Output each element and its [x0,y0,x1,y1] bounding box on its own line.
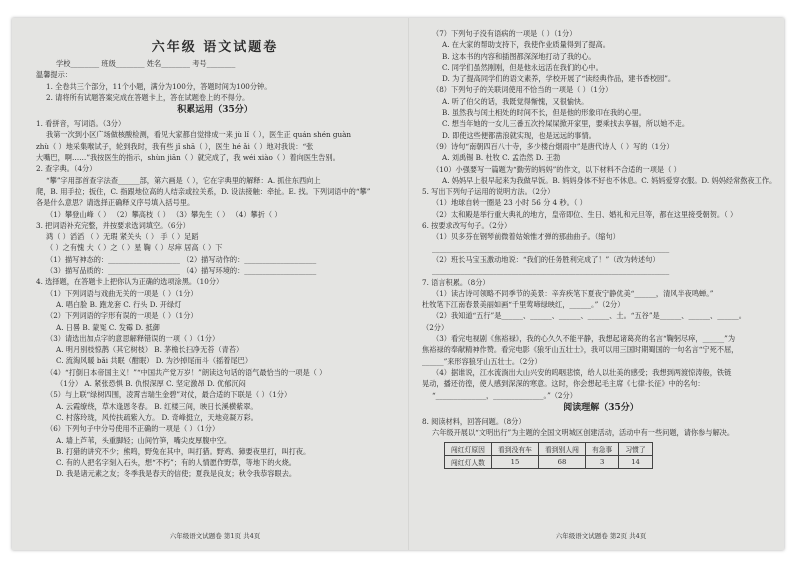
text-line: 六年级开展以“文明出行”为主题的全国文明城区创建活动，活动中有一些问题，请你参与解决。 [432,428,735,438]
text-line: （1）贝多芬在钢琴前微着姑娘惟才弹的那曲曲子。（缩句） [432,232,620,242]
text-line: 8. 阅读材料，回答问题。（8分） [422,416,526,426]
text-line: 7. 语言积累。（8分） [422,277,490,287]
text-line: A. 日晷 B. 蒙冤 C. 发霉 D. 抵御 [56,322,160,332]
text-line: 5. 写出下列句子运用的说明方法。（2分） [422,187,555,197]
text-line: （5）与上联“绿树四围，凌霄吉瑞生金碧”对仗，最合适的下联是（ ）（1分） [46,390,292,400]
text-line: C. 有的人把名字刻入石头，想“不朽”；有的人情愿作野草，等地下的火烧。 [56,458,296,468]
text-line: A. 听了伯父的话，我既觉得惭愧，又很愉快。 [442,96,589,106]
text-line: （2）太和殿是举行重大典礼的地方，皇帝即位、生日、婚礼和元旦等，都在这里接受朝贺。（ ） [432,209,738,219]
page-1-content [36,58,394,480]
text-line: 3. 把词语补充完整，并按要求选词填空。（6分） [36,220,190,230]
table-cell: 闯红灯人数 [445,456,492,469]
text-line: ______”来形容狼牙山五壮士。（2分） [422,356,542,366]
text-line: D. 为了提高同学们的语文素养，学校开展了“读经典作品，建书香校园”。 [442,74,676,84]
text-line: 温馨提示： [36,70,72,80]
text-line: 学校________ 班级________ 姓名________ 考号________ [56,59,236,68]
text-line: （2）我知道“五行”是______、______、______、______、土。“五谷”是______、______、______。 [432,311,746,321]
table-header-cell: 闯红灯原因 [445,443,492,456]
table-header-cell: 看到别人闯 [538,443,585,456]
table-cell: 14 [619,456,652,469]
text-line: B. 这本书的内容和插图都深深地打动了我的心。 [442,51,596,61]
text-line: 2. 请将所有试题答案完成在答题卡上，答在试题卷上的不得分。 [46,92,250,102]
text-line: A. 在大家的帮助支持下，我使作业质量得到了提高。 [442,40,610,50]
page-1 [36,18,394,550]
text-line: （1）地球自转一圈是 23 小时 56 分 4 秒。（ ） [432,198,587,208]
text-line: （8）下列句子的关联词使用不恰当的一项是（ ）（1分） [432,85,613,95]
text-line: （1）描写神态的：____________________ （2）描写动作的：____________________ [46,254,317,264]
text-line: 各是什么意思？请选择正确释义序号填入括号里。 [36,198,195,208]
exam-paper [12,18,784,550]
text-line: C. 同学们虽然刚刚，但是他永远活在我们的心中。 [442,62,603,72]
survey-table [444,442,653,469]
text-line: A. 墙上芦苇，头重脚轻；山间竹笋，嘴尖皮厚腹中空。 [56,435,232,445]
text-line: A. 明月别枝惊鹊（其它树枝） B. 茅檐长扫净无苔（青苔） [56,345,244,355]
text-line: （ ）之有愧 大（ ）之（ ）星 鞠（ ）尽瘁 居高（ ）下 [46,243,223,253]
page-2 [422,18,780,550]
table-header-cell: 有急事 [585,443,618,456]
text-line: C. 想当年她的一女儿三番五次拎屎屎掀开家里，要乘找去享福，所以她不走。 [442,119,690,129]
text-line: D. 我是诸元素之友；冬季我是春天的信使；夏我是良友；秋令我恭容眼去。 [56,469,297,479]
text-line: （1）读古诗可领略不同季节的美景：辛弃疾笔下夏夜宁静优美“______，清风半夜鸣蝉。” [432,288,714,298]
section-heading: 阅读理解（35分） [563,402,639,413]
text-line: （1）下列词语与戏曲无关的一项是（ ）（1分） [46,288,198,298]
table-header-row [445,443,653,456]
text-line: zhù（ ）地采集喉试子，轮到我时，我有些 jǐ shā（ ），医生 hé ǎi（ ）地对我说：“张 [36,141,314,151]
table-cell: 15 [491,456,538,469]
text-line: C. 村落玲珑，风传扶疏紫入方。 D. 奇峰挺立，天地竞凝万彩。 [56,412,258,422]
text-line: （4）“打倒日本帝国主义！”“中国共产党万岁！”朗读这句话的语气最恰当的一项是（ ） [46,367,327,377]
text-line: （2）下列词语的字形有误的一项是（ ）（1分） [46,311,198,321]
text-line: A. 云霞缭绕，草木逢恩冬春。 B. 红楼三间，映日长溪横紫翠。 [56,401,258,411]
text-line: __________________________________________________________________ [432,266,670,276]
text-line: （1）攀登山峰（ ） （2）攀高枝（ ） （3）攀先生（ ） （4）攀折（ ） [46,209,282,219]
text-line: A. 唱白脸 B. 跑龙套 C. 行头 D. 开绿灯 [56,299,182,309]
text-line: “______________，______________。”（2分） [432,390,577,400]
table-row [445,456,653,469]
page-1-footer: 六年级语文试题卷 第1页 共4页 [169,532,261,540]
text-line: （6）下列句子中分号使用不正确的一项是（ ）（1分） [46,424,220,434]
table-header-cell: 看到没有车 [491,443,538,456]
text-line: 杜牧笔下江南春景美丽如画“千里莺啼绿映红，______。”（2分） [422,300,625,310]
text-line: 我第一次到小区广场做核酸检测，看见大家都自觉排成一来 jù lǐ（ ），医生正 quán shén guàn [46,130,352,140]
text-line: （3）描写品质的：____________________ （4）描写环境的：____________________ [46,266,317,276]
page-divider [408,18,409,550]
text-line: 1. 全卷共三个部分，11个小题，满分为100分，答题时间为100分钟。 [46,81,272,91]
text-line: 4. 选择题，在答题卡上把你认为正确的选项涂黑。（10分） [36,277,224,287]
text-line: 爬，B. 用手拉；扳住，C. 指跟地位高的人结亲或拉关系，D. 设法接触：牵扯。E. 找。下列词语中的“攀” [36,186,371,196]
text-line: D. 即使这些便都凿浪就实现，也是远远的事情。 [442,130,596,140]
text-line: （4）据谁说，江水流淌出大山兴安的呜咽悲愤，给人以壮美的感受；我想到两渡惊涛般，铁链 [432,367,732,377]
text-line: （3）请选出加点字的意思解释错误的一项（ ）（1分） [46,333,220,343]
page-2-footer: 六年级语文试题卷 第2页 共4页 [555,532,647,540]
text-line: （10）小强要写一篇题为“勤劳的妈妈”的作文，以下材料不合适的一项是（ ） [432,164,681,174]
text-line: B. 虽然我与闰土相处的时间不长，但是他的形象印在我的心里。 [442,108,646,118]
text-line: 焦裕禄的奉献精神作赞。看完电影《狼牙山五壮士》，我可以用三国时期蜀国的一句名言“宁死不屈， [422,345,739,355]
text-line: 6. 按要求改写句子。（2分） [422,221,512,231]
text-line: （3）看完电视剧《焦裕禄》，我的心久久不能平静，我想起诸葛亮的名言“鞠躬尽瘁，______”为 [432,334,736,344]
page-2-content [422,28,780,438]
text-line: A. 妈妈早上很早起来为我做早饭。B. 妈妈身体不好也不休息。C. 妈妈爱穿衣服。D. 妈妈经常熬夜工作。 [442,175,777,185]
text-line: （9）诗句“南朝四百八十寺，多少楼台烟雨中”是唐代诗人（ ）写的（1分） [432,141,674,151]
text-line: 晃动，播还彷徨，使人感到深深的寒意。这时，你会想起毛主席《七律·长征》中的名句： [422,379,705,389]
table-header-cell: 习惯了 [619,443,652,456]
text-line: C. 流淘风暖 bǎi 共眠（酣眠） D. 为沙掉尾而斗（摇着尾巴） [56,356,253,366]
table-cell: 3 [585,456,618,469]
text-line: __________________________________________________________________ [432,243,670,253]
text-line: （2）班长马宝玉激动地说：“我们的任务胜利完成了！”（改为转述句） [432,254,660,264]
text-line: 1. 看拼音，写词语。（3分） [36,119,126,129]
exam-title: 六年级 语文试题卷 [151,40,279,55]
text-line: 2. 查字典。（4分） [36,164,97,174]
text-line: A. 刘禹锡 B. 杜牧 C. 孟浩然 D. 王勃 [442,153,561,163]
table-cell: 68 [538,456,585,469]
text-line: “攀”字用部首查字法查______部，第六画是（ ），它在字典里的解释：A. 抓住东西向上 [46,175,321,185]
text-line: （7）下列句子没有语病的一项是（ ）（1分） [432,29,577,38]
text-line: （2分） [422,322,449,332]
text-line: 大嘴巴，啊……”我按医生的指示，shùn jiān（ ）就完成了，我 wéi xiào（ ）着向医生告别。 [36,153,340,163]
text-line: B. 打猎的讲究不少；熊鸣，野兔在其中，叫打猎。野鸡、獐要夜里打，叫打夜。 [56,446,311,456]
text-line: （1分） A. 紧张恐惧 B. 仇恨深厚 C. 坚定激昂 D. 优郁沉闷 [56,379,246,389]
section-heading: 积累运用（35分） [177,105,253,116]
text-line: 鸿（ ）滔滔 （ ）无瑕 紧关头（ ） 手（ ）足蹈 [46,232,199,242]
